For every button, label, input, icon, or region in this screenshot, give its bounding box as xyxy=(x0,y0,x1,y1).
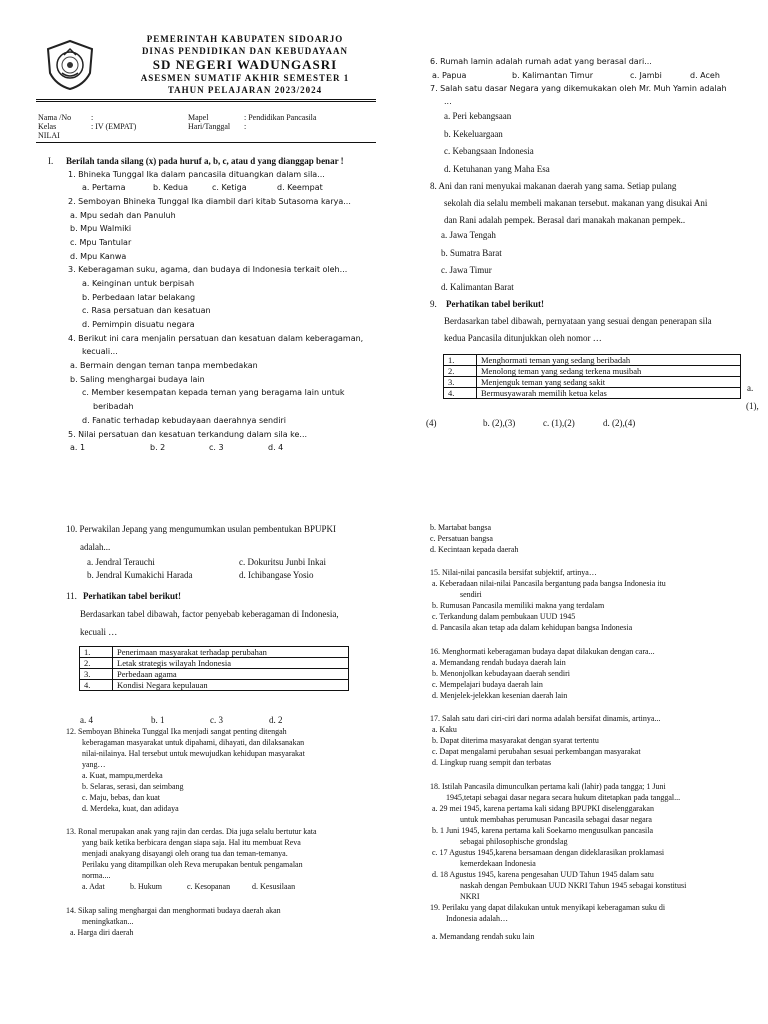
q13-option-a[interactable]: a. Adat xyxy=(82,882,105,891)
q18-option-b[interactable]: b. 1 Juni 1945, karena pertama kali Soekarno mengusulkan pancasila xyxy=(432,826,654,835)
table-cell: 2. xyxy=(80,658,113,669)
table-cell: Menjenguk teman yang sedang sakit xyxy=(477,377,741,388)
q9-option-a-marker[interactable]: a. xyxy=(747,383,754,393)
q18-option-b-cont: sebagai philosophische grondslag xyxy=(460,837,568,846)
q9-option-c[interactable]: c. (1),(2) xyxy=(543,418,575,428)
table-cell: 4. xyxy=(444,388,477,399)
score-label: NILAI xyxy=(38,131,60,140)
q15-option-a-cont: sendiri xyxy=(460,590,482,599)
q7-option-d[interactable]: d. Ketuhanan yang Maha Esa xyxy=(444,164,550,174)
q10-text: 10. Perwakilan Jepang yang mengumumkan usulan pembentukan BPUPKI xyxy=(66,524,336,534)
table-cell: 3. xyxy=(80,669,113,680)
q17-option-d[interactable]: d. Lingkup ruang sempit dan terbatas xyxy=(432,758,552,767)
q9-option-b[interactable]: b. (2),(3) xyxy=(483,418,516,428)
q11-text-2: kecuali … xyxy=(80,627,118,637)
department-line: DINAS PENDIDIKAN DAN KEBUDAYAAN xyxy=(141,46,349,56)
q19-text-2: Indonesia adalah… xyxy=(446,914,508,923)
q15-option-a[interactable]: a. Keberadaan nilai-nilai Pancasila bergantung pada bangsa Indonesia itu xyxy=(432,579,666,588)
q6-option-c[interactable]: c. Jambi xyxy=(630,71,662,80)
q5-option-c[interactable]: c. 3 xyxy=(209,443,224,452)
q15-option-d[interactable]: d. Pancasila akan tetap ada dalam kehidupan bangsa Indonesia xyxy=(432,623,633,632)
q1-option-b[interactable]: b. Kedua xyxy=(153,183,188,192)
q16-option-c[interactable]: c. Mempelajari budaya daerah lain xyxy=(432,680,543,689)
q9-table xyxy=(443,354,741,399)
table-cell: Menolong teman yang sedang terkena musibah xyxy=(477,366,741,377)
q4-option-d[interactable]: d. Fanatic terhadap kebudayaan daerahnya sendiri xyxy=(82,416,286,425)
q9-text-2: kedua Pancasila ditunjukkan oleh nomor … xyxy=(444,333,602,343)
q7-text-cont: ... xyxy=(444,97,452,106)
table-cell: Bermusyawarah memilih ketua kelas xyxy=(477,388,741,399)
q11-number: 11. xyxy=(66,591,77,601)
table-cell: Kondisi Negara kepulauan xyxy=(113,680,349,691)
q2-text: 2. Semboyan Bhineka Tunggal Ika diambil dari kitab Sutasoma karya... xyxy=(68,197,351,206)
q9-option-d[interactable]: d. (2),(4) xyxy=(603,418,636,428)
q12-option-a[interactable]: a. Kuat, mampu,merdeka xyxy=(82,771,163,780)
subject-label: Mapel xyxy=(188,113,209,122)
q13-text: 13. Ronal merupakan anak yang rajin dan cerdas. Dia juga selalu bertutur kata xyxy=(66,827,317,836)
q14-text: 14. Sikap saling menghargai dan menghormati budaya daerah akan xyxy=(66,906,281,915)
class-label: Kelas xyxy=(38,122,57,131)
q13-text-4: Perilaku yang ditampilkan oleh Reva merupakan bentuk pengamalan xyxy=(82,860,303,869)
info-rule xyxy=(36,142,376,143)
q3-option-b[interactable]: b. Perbedaan latar belakang xyxy=(82,293,196,302)
q14-text-2: meningkatkan... xyxy=(82,917,134,926)
q8-text-2: sekolah dia selalu membeli makanan tersebut. makanan yang disukai Ani xyxy=(444,198,708,208)
name-label: Nama /No xyxy=(38,113,72,122)
q9-option-a-end: (4) xyxy=(426,418,437,428)
q14-option-d[interactable]: d. Kecintaan kepada daerah xyxy=(430,545,519,554)
q4-option-b[interactable]: b. Saling menghargai budaya lain xyxy=(70,375,205,384)
q11-table xyxy=(79,646,349,691)
q13-option-d[interactable]: d. Kesusilaan xyxy=(252,882,296,891)
table-row xyxy=(80,647,349,658)
q13-text-2: yang baik ketika berbicara dengan siapa saja. Hal itu membuat Reva xyxy=(82,838,301,847)
q2-option-a[interactable]: a. Mpu sedah dan Panuluh xyxy=(70,211,176,220)
q4-option-a[interactable]: a. Bermain dengan teman tanpa membedakan xyxy=(70,361,258,370)
q1-option-c[interactable]: c. Ketiga xyxy=(212,183,247,192)
q18-option-d-cont: naskah dengan Pembukaan UUD NKRI Tahun 1945 sebagai konstitusi xyxy=(460,881,687,890)
q12-option-c[interactable]: c. Maju, bebas, dan kuat xyxy=(82,793,160,802)
date-colon: : xyxy=(244,122,247,131)
q12-option-b[interactable]: b. Selaras, serasi, dan seimbang xyxy=(82,782,184,791)
q12-text-4: yang… xyxy=(82,760,106,769)
q11-option-a[interactable]: a. 4 xyxy=(80,715,93,725)
q7-option-c[interactable]: c. Kebangsaan Indonesia xyxy=(444,146,534,156)
q10-option-b[interactable]: b. Jendral Kumakichi Harada xyxy=(87,570,193,580)
q11-option-d[interactable]: d. 2 xyxy=(269,715,283,725)
regency-emblem-icon xyxy=(44,39,96,91)
q12-option-d[interactable]: d. Merdeka, kuat, dan adidaya xyxy=(82,804,179,813)
q16-option-b[interactable]: b. Menonjolkan kebudayaan daerah sendiri xyxy=(432,669,570,678)
q2-option-c[interactable]: c. Mpu Tantular xyxy=(70,238,132,247)
q11-option-b[interactable]: b. 1 xyxy=(151,715,165,725)
q3-text: 3. Keberagaman suku, agama, dan budaya di Indonesia terkait oleh... xyxy=(68,265,348,274)
section-number: I. xyxy=(48,156,54,166)
q11-text: Berdasarkan tabel dibawah, factor penyebab keberagaman di Indonesia, xyxy=(80,609,339,619)
q4-option-c[interactable]: c. Member kesempatan kepada teman yang beragama lain untuk xyxy=(82,388,345,397)
q1-option-d[interactable]: d. Keempat xyxy=(277,183,323,192)
table-row xyxy=(80,658,349,669)
q18-option-d-cont-2: NKRI xyxy=(460,892,480,901)
q8-text: 8. Ani dan rani menyukai makanan daerah yang sama. Setiap pulang xyxy=(430,181,677,191)
table-row xyxy=(80,680,349,691)
academic-year: TAHUN PELAJARAN 2023/2024 xyxy=(167,85,323,95)
q6-option-b[interactable]: b. Kalimantan Timur xyxy=(512,71,594,80)
q8-option-b[interactable]: b. Sumatra Barat xyxy=(441,248,502,258)
table-row xyxy=(444,366,741,377)
q19-text: 19. Perilaku yang dapat dilakukan untuk menyikapi keberagaman suku di xyxy=(430,903,666,912)
q16-option-d[interactable]: d. Menjelek-jelekkan kesenian daerah lain xyxy=(432,691,568,700)
q9-text: Berdasarkan tabel dibawah, pernyataan yang sesuai dengan penerapan sila xyxy=(444,316,712,326)
q4-text-cont: kecuali... xyxy=(82,347,118,356)
q5-option-a[interactable]: a. 1 xyxy=(70,443,86,452)
name-colon: : xyxy=(91,113,94,122)
q1-text: 1. Bhineka Tunggal Ika dalam pancasila dituangkan dalam sila... xyxy=(68,170,325,179)
q3-option-d[interactable]: d. Pemimpin disuatu negara xyxy=(82,320,195,329)
q10-text-2: adalah... xyxy=(80,542,111,552)
q10-option-a[interactable]: a. Jendral Terauchi xyxy=(87,557,155,567)
q2-option-b[interactable]: b. Mpu Walmiki xyxy=(70,224,132,233)
q11-title: Perhatikan tabel berikut! xyxy=(83,591,181,601)
q17-option-c[interactable]: c. Dapat mengalami perubahan sesuai perkembangan masyarakat xyxy=(432,747,641,756)
table-cell: Letak strategis wilayah Indonesia xyxy=(113,658,349,669)
q19-option-a[interactable]: a. Memandang rendah suku lain xyxy=(432,932,535,941)
q1-option-a[interactable]: a. Pertama xyxy=(82,183,126,192)
q17-option-a[interactable]: a. Kaku xyxy=(432,725,457,734)
q16-text: 16. Menghormati keberagaman budaya dapat dilakukan dengan cara... xyxy=(430,647,655,656)
q12-text: 12. Semboyan Bhineka Tunggal Ika menjadi sangat penting ditengah xyxy=(66,727,287,736)
q12-text-2: keberagaman masyarakat untuk dipahami, dihayati, dan dilaksanakan xyxy=(82,738,305,747)
q8-option-a[interactable]: a. Jawa Tengah xyxy=(441,230,496,240)
table-row xyxy=(80,669,349,680)
q9-option-a-part: (1), xyxy=(746,401,759,411)
q18-text-2: 1945,tetapi sebagai dasar negara secara hukum ditetapkan pada tanggal... xyxy=(446,793,681,802)
q9-number: 9. xyxy=(430,299,437,309)
q18-option-a-cont: untuk membahas perumusan Pancasila sebagai dasar negara xyxy=(460,815,652,824)
table-cell: Perbedaan agama xyxy=(113,669,349,680)
q15-text: 15. Nilai-nilai pancasila bersifat subjektif, artinya… xyxy=(430,568,597,577)
section-instruction: Berilah tanda silang (x) pada huruf a, b, c, atau d yang dianggap benar ! xyxy=(66,156,344,166)
q4-option-c-cont: beribadah xyxy=(93,402,134,411)
table-row xyxy=(444,388,741,399)
q18-option-c[interactable]: c. 17 Agustus 1945,karena bersamaan dengan dideklarasikan proklamasi xyxy=(432,848,665,857)
q3-option-c[interactable]: c. Rasa persatuan dan kesatuan xyxy=(82,306,211,315)
table-cell: 1. xyxy=(80,647,113,658)
date-label: Hari/Tanggal xyxy=(188,122,231,131)
q16-option-a[interactable]: a. Memandang rendah budaya daerah lain xyxy=(432,658,566,667)
q13-text-5: norma.... xyxy=(82,871,111,880)
q10-option-c[interactable]: c. Dokuritsu Junbi Inkai xyxy=(239,557,326,567)
table-cell: 1. xyxy=(444,355,477,366)
q7-text: 7. Salah satu dasar Negara yang dikemukakan oleh Mr. Muh Yamin adalah xyxy=(430,84,727,93)
government-line: PEMERINTAH KABUPATEN SIDOARJO xyxy=(146,34,344,44)
q3-option-a[interactable]: a. Keinginan untuk berpisah xyxy=(82,279,195,288)
q6-text: 6. Rumah lamin adalah rumah adat yang berasal dari... xyxy=(430,57,652,66)
q17-text: 17. Salah satu dari ciri-ciri dari norma adalah bersifat dinamis, artinya... xyxy=(430,714,661,723)
q8-option-d[interactable]: d. Kalimantan Barat xyxy=(441,282,514,292)
q15-option-c[interactable]: c. Terkandung dalam pembukaan UUD 1945 xyxy=(432,612,576,621)
table-cell: 3. xyxy=(444,377,477,388)
q17-option-b[interactable]: b. Dapat diterima masyarakat dengan syarat tertentu xyxy=(432,736,599,745)
q2-option-d[interactable]: d. Mpu Kanwa xyxy=(70,252,127,261)
q18-option-a[interactable]: a. 29 mei 1945, karena pertama kali sidang BPUPKI diselenggarakan xyxy=(432,804,654,813)
q8-option-c[interactable]: c. Jawa Timur xyxy=(441,265,492,275)
table-cell: Penerimaan masyarakat terhadap perubahan xyxy=(113,647,349,658)
q13-option-b[interactable]: b. Hukum xyxy=(130,882,162,891)
q15-option-b[interactable]: b. Rumusan Pancasila memiliki makna yang terdalam xyxy=(432,601,605,610)
q13-text-3: menjadi anakyang disayangi oleh orang tua dan teman-temanya. xyxy=(82,849,288,858)
q5-option-b[interactable]: b. 2 xyxy=(150,443,166,452)
q6-option-d[interactable]: d. Aceh xyxy=(690,71,720,80)
q4-text: 4. Berikut ini cara menjalin persatuan dan kesatuan dalam keberagaman, xyxy=(68,334,364,343)
q13-option-c[interactable]: c. Kesopanan xyxy=(187,882,231,891)
q18-option-c-cont: kemerdekaan Indonesia xyxy=(460,859,536,868)
q12-text-3: nilai-nilainya. Hal tersebut untuk mewujudkan kehidupan masyarakat xyxy=(82,749,305,758)
exam-title: ASESMEN SUMATIF AKHIR SEMESTER 1 xyxy=(140,73,350,83)
q5-option-d[interactable]: d. 4 xyxy=(268,443,284,452)
q14-option-a[interactable]: a. Harga diri daerah xyxy=(70,928,134,937)
q6-option-a[interactable]: a. Papua xyxy=(432,71,467,80)
q8-text-3: dan Rani adalah pempek. Berasal dari manakah makanan pempek.. xyxy=(444,215,686,225)
q14-option-c[interactable]: c. Persatuan bangsa xyxy=(430,534,493,543)
table-cell: 2. xyxy=(444,366,477,377)
table-cell: 4. xyxy=(80,680,113,691)
header-rule-2 xyxy=(36,101,376,102)
table-row xyxy=(444,377,741,388)
q14-option-b[interactable]: b. Martabat bangsa xyxy=(430,523,492,532)
table-cell: Menghormati teman yang sedang beribadah xyxy=(477,355,741,366)
q11-option-c[interactable]: c. 3 xyxy=(210,715,223,725)
header-rule xyxy=(36,99,376,100)
q5-text: 5. Nilai persatuan dan kesatuan terkandung dalam sila ke... xyxy=(68,430,308,439)
q18-text: 18. Istilah Pancasila dimunculkan pertama kali (lahir) pada tangga; 1 Juni xyxy=(430,782,666,791)
q7-option-a[interactable]: a. Peri kebangsaan xyxy=(444,111,512,121)
table-row xyxy=(444,355,741,366)
q9-title: Perhatikan tabel berikut! xyxy=(446,299,544,309)
class-value: : IV (EMPAT) xyxy=(91,122,137,131)
q18-option-d[interactable]: d. 18 Agustus 1945, karena pengesahan UUD Tahun 1945 dalam satu xyxy=(432,870,654,879)
subject-value: : Pendidikan Pancasila xyxy=(244,113,317,122)
q7-option-b[interactable]: b. Kekeluargaan xyxy=(444,129,503,139)
q10-option-d[interactable]: d. Ichibangase Yosio xyxy=(239,570,314,580)
school-name: SD NEGERI WADUNGASRI xyxy=(152,57,338,72)
